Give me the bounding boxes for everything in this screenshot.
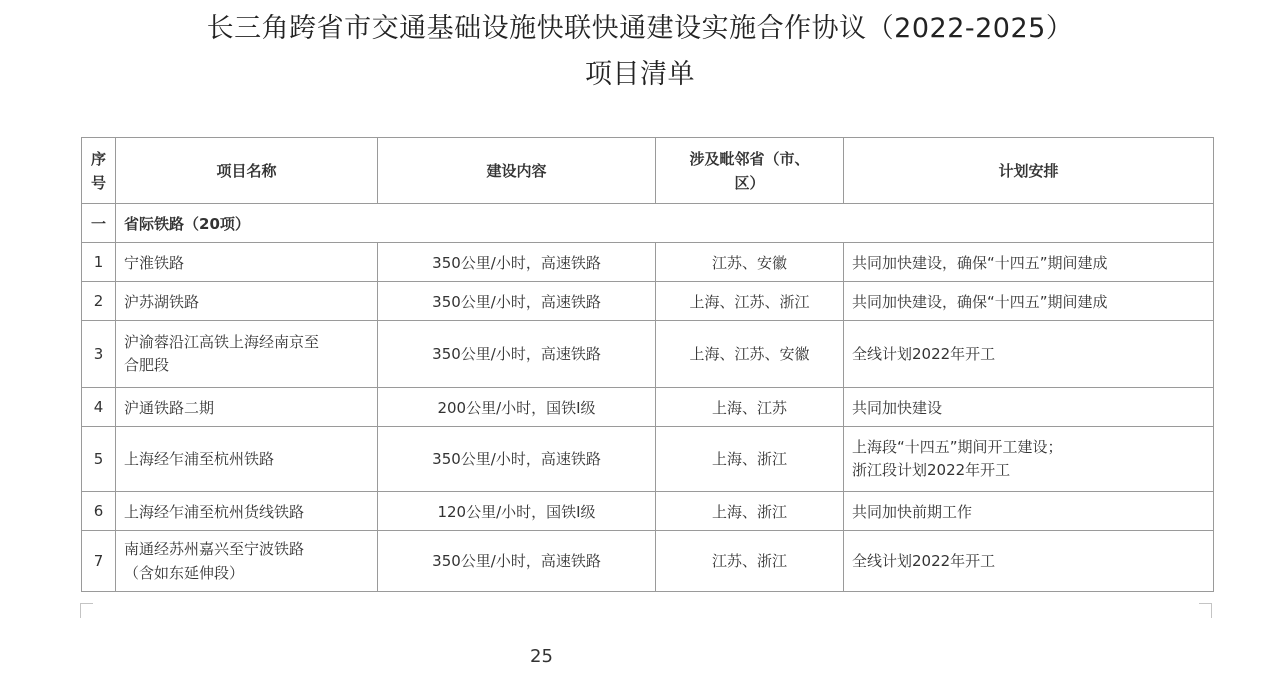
page-title-line-2: 项目清单 <box>585 59 695 90</box>
row-plan: 全线计划2022年开工 <box>844 321 1214 388</box>
page-title-line-1: 长三角跨省市交通基础设施快联快通建设实施合作协议（2022-2025） <box>206 13 1074 44</box>
row-provinces: 上海、江苏、浙江 <box>656 282 844 321</box>
row-plan: 共同加快建设，确保“十四五”期间建成 <box>844 243 1214 282</box>
row-project-name-line-2: （含如东延伸段） <box>124 564 245 582</box>
column-header-name: 项目名称 <box>116 138 378 204</box>
table-row <box>82 282 1214 321</box>
row-construction-content: 200公里/小时，国铁I级 <box>378 388 656 427</box>
row-project-name: 沪通铁路二期 <box>116 388 378 427</box>
row-provinces: 上海、浙江 <box>656 427 844 492</box>
table-header-row <box>82 138 1214 204</box>
column-header-content: 建设内容 <box>378 138 656 204</box>
table-row <box>82 388 1214 427</box>
column-header-provinces-line-1: 涉及毗邻省（市、 <box>689 149 810 168</box>
row-provinces: 江苏、浙江 <box>656 531 844 592</box>
row-project-name <box>116 531 378 592</box>
row-plan: 全线计划2022年开工 <box>844 531 1214 592</box>
column-header-seq-line-2: 号 <box>90 173 106 192</box>
row-project-name-line-1: 沪渝蓉沿江高铁上海经南京至 <box>124 333 320 351</box>
project-list-table <box>81 137 1214 592</box>
row-plan-line-1: 上海段“十四五”期间开工建设； <box>852 438 1063 456</box>
row-seq: 7 <box>82 531 116 592</box>
row-seq: 5 <box>82 427 116 492</box>
section-title: 省际铁路（20项） <box>116 204 1214 243</box>
row-provinces: 上海、江苏 <box>656 388 844 427</box>
row-construction-content: 350公里/小时，高速铁路 <box>378 321 656 388</box>
row-project-name: 上海经乍浦至杭州货线铁路 <box>116 492 378 531</box>
row-plan: 共同加快建设，确保“十四五”期间建成 <box>844 282 1214 321</box>
row-seq: 6 <box>82 492 116 531</box>
row-plan <box>844 427 1214 492</box>
crop-mark-right <box>1199 603 1212 618</box>
column-header-seq-line-1: 序 <box>90 149 106 168</box>
row-construction-content: 350公里/小时，高速铁路 <box>378 427 656 492</box>
row-plan: 共同加快前期工作 <box>844 492 1214 531</box>
row-seq: 2 <box>82 282 116 321</box>
column-header-provinces <box>656 138 844 204</box>
row-project-name <box>116 321 378 388</box>
row-project-name-line-2: 合肥段 <box>124 356 170 374</box>
row-project-name-line-1: 南通经苏州嘉兴至宁波铁路 <box>124 540 305 558</box>
section-seq: 一 <box>82 204 116 243</box>
row-provinces: 上海、江苏、安徽 <box>656 321 844 388</box>
row-construction-content: 350公里/小时，高速铁路 <box>378 282 656 321</box>
row-seq: 4 <box>82 388 116 427</box>
table-row <box>82 492 1214 531</box>
row-project-name: 沪苏湖铁路 <box>116 282 378 321</box>
row-provinces: 上海、浙江 <box>656 492 844 531</box>
table-row <box>82 427 1214 492</box>
row-construction-content: 350公里/小时，高速铁路 <box>378 531 656 592</box>
column-header-provinces-line-2: 区） <box>734 173 765 192</box>
row-seq: 1 <box>82 243 116 282</box>
column-header-plan: 计划安排 <box>844 138 1214 204</box>
row-provinces: 江苏、安徽 <box>656 243 844 282</box>
page-number: 25 <box>530 646 553 667</box>
crop-mark-left <box>80 603 93 618</box>
row-project-name: 宁淮铁路 <box>116 243 378 282</box>
table-row <box>82 321 1214 388</box>
page-title <box>0 6 1280 98</box>
row-plan: 共同加快建设 <box>844 388 1214 427</box>
section-row <box>82 204 1214 243</box>
column-header-seq <box>82 138 116 204</box>
row-seq: 3 <box>82 321 116 388</box>
table-row <box>82 531 1214 592</box>
row-project-name: 上海经乍浦至杭州铁路 <box>116 427 378 492</box>
table-row <box>82 243 1214 282</box>
row-construction-content: 120公里/小时，国铁I级 <box>378 492 656 531</box>
row-construction-content: 350公里/小时，高速铁路 <box>378 243 656 282</box>
row-plan-line-2: 浙江段计划2022年开工 <box>852 461 1011 479</box>
